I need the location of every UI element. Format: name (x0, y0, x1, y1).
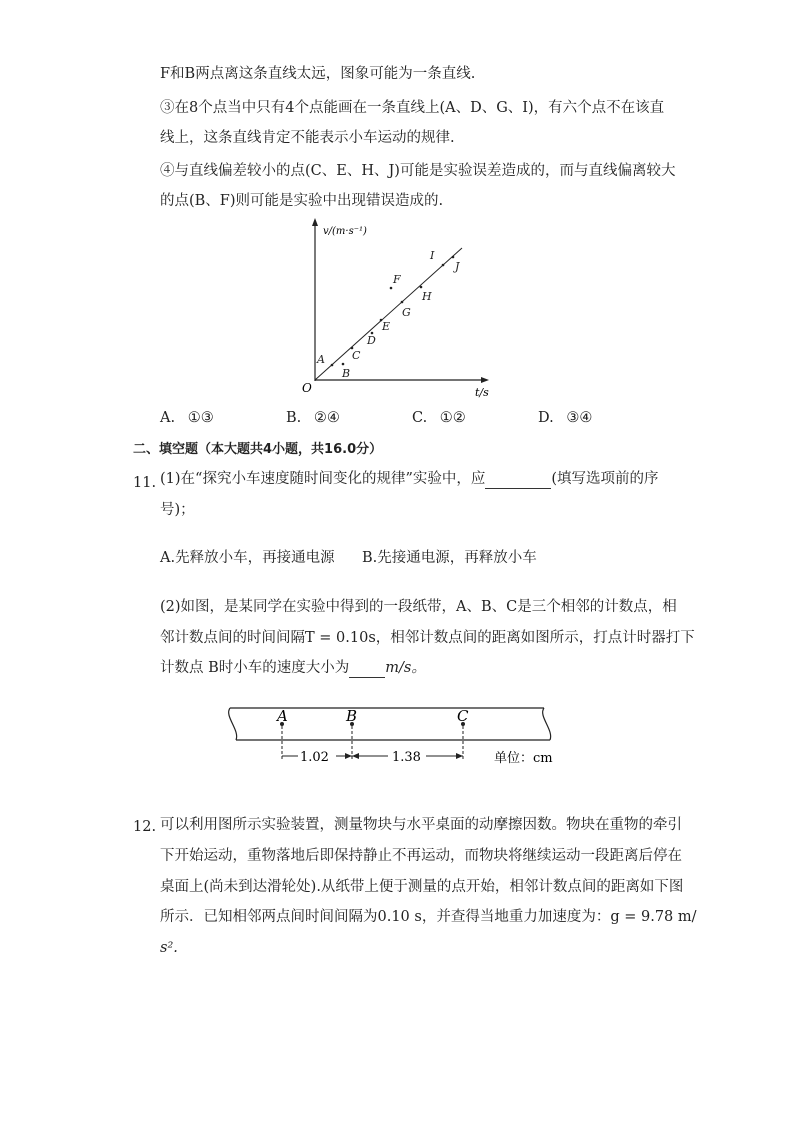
tape-left-tear (229, 708, 237, 740)
tape-right-tear (543, 708, 551, 740)
x-axis-label: t/s (475, 386, 489, 399)
option-d-letter: D. (538, 410, 554, 426)
para-c-line-1: ④与直线偏差较小的点(C、E、H、J)可能是实验误差造成的，而与直线偏离较大 (160, 163, 676, 179)
q11-part2-line-2: 邻计数点间的时间间隔T = 0.10s，相邻计数点间的距离如图所示，打点计时器打下 (160, 630, 695, 646)
q11-part2-line-3 (160, 658, 426, 678)
tape-label-a: A (277, 707, 288, 725)
point-label-i: I (430, 249, 435, 262)
para-c-line-2: 的点(B、F)则可能是实验中出现错误造成的. (160, 193, 444, 209)
point-label-a: A (317, 353, 325, 366)
point-g (401, 301, 404, 304)
q11-part2-unit: m/s。 (385, 660, 426, 676)
tape-label-c: C (457, 707, 469, 725)
q12-line-3: 桌面上(尚未到达滑轮处).从纸带上便于测量的点开始，相邻计数点间的距离如下图 (160, 879, 684, 895)
option-c-text: ①② (439, 410, 466, 426)
para-a-line-1: F和B两点离这条直线太远，图象可能为一条直线. (160, 66, 476, 82)
section-title: 二、填空题（本大题共4小题，共16.0分） (133, 442, 383, 457)
q11-part1-line-2: 号)； (160, 502, 195, 518)
vt-graph (290, 216, 510, 406)
point-i (442, 264, 445, 267)
point-label-g: G (402, 306, 411, 319)
q11-part1-line-1 (160, 469, 659, 489)
q11-number: 11. (133, 475, 157, 491)
point-label-c: C (352, 349, 361, 362)
option-b-letter: B. (286, 410, 302, 426)
point-label-b: B (342, 367, 351, 380)
option-c-letter: C. (412, 410, 428, 426)
q11-part1-text-a: (1)在“探究小车速度随时间变化的规律”实验中，应 (160, 471, 486, 487)
origin-label: O (302, 381, 312, 395)
point-label-h: H (422, 290, 432, 303)
point-f (390, 287, 393, 290)
dist-ab: 1.02 (300, 750, 329, 765)
para-b-line-1: ③在8个点当中只有4个点能画在一条直线上(A、D、G、I)，有六个点不在该直 (160, 100, 665, 116)
point-b (342, 363, 345, 366)
tape-unit: 单位：cm (494, 751, 553, 766)
option-a[interactable] (160, 408, 214, 428)
q12-line-5: s². (160, 940, 178, 956)
y-axis-label: v/(m·s⁻¹) (323, 226, 367, 237)
q11-answer-blank-1[interactable] (485, 474, 551, 489)
point-label-j: J (455, 260, 460, 273)
option-a-text: ①③ (187, 410, 214, 426)
q12-line-2: 下开始运动，重物落地后即保持静止不再运动，而物块将继续运动一段距离后停在 (160, 848, 682, 864)
option-d-text: ③④ (566, 410, 593, 426)
option-b-text: ②④ (313, 410, 340, 426)
dim-ab-arrow-icon (345, 753, 352, 759)
y-axis-arrow-icon (312, 218, 318, 226)
q11-part2-text-a: 计数点 B时小车的速度大小为 (160, 660, 350, 676)
point-h (420, 286, 423, 289)
q11-option-b: B.先接通电源，再释放小车 (362, 550, 537, 566)
q11-answer-blank-2[interactable] (349, 663, 385, 678)
q12-number: 12. (133, 819, 157, 835)
point-j (452, 256, 455, 259)
point-label-d: D (367, 334, 376, 347)
q12-line-1: 可以利用图所示实验装置，测量物块与水平桌面的动摩擦因数。物块在重物的牵引 (160, 817, 682, 833)
tape-label-b: B (346, 707, 358, 725)
x-axis-arrow-icon (481, 377, 489, 383)
option-b[interactable] (286, 408, 340, 428)
q11-part1-text-b: (填写选项前的序 (551, 471, 659, 487)
point-a (331, 364, 334, 367)
dim-bc-left-arrow-icon (352, 753, 359, 759)
fitted-line (315, 248, 462, 380)
point-label-e: E (382, 320, 391, 333)
option-a-letter: A. (160, 410, 176, 426)
q11-option-a: A.先释放小车，再接通电源 (160, 550, 335, 566)
q12-line-4: 所示．已知相邻两点间时间间隔为0.10 s，并查得当地重力加速度为：g = 9.78 m/ (160, 909, 697, 925)
option-d[interactable] (538, 408, 592, 428)
para-b-line-2: 线上，这条直线肯定不能表示小车运动的规律. (160, 130, 455, 146)
q11-part2-line-1: (2)如图，是某同学在实验中得到的一段纸带，A、B、C是三个相邻的计数点，相 (160, 599, 677, 615)
dist-bc: 1.38 (392, 750, 421, 765)
paper-tape-figure (222, 700, 567, 775)
dim-bc-right-arrow-icon (456, 753, 463, 759)
option-c[interactable] (412, 408, 466, 428)
point-label-f: F (393, 273, 401, 286)
